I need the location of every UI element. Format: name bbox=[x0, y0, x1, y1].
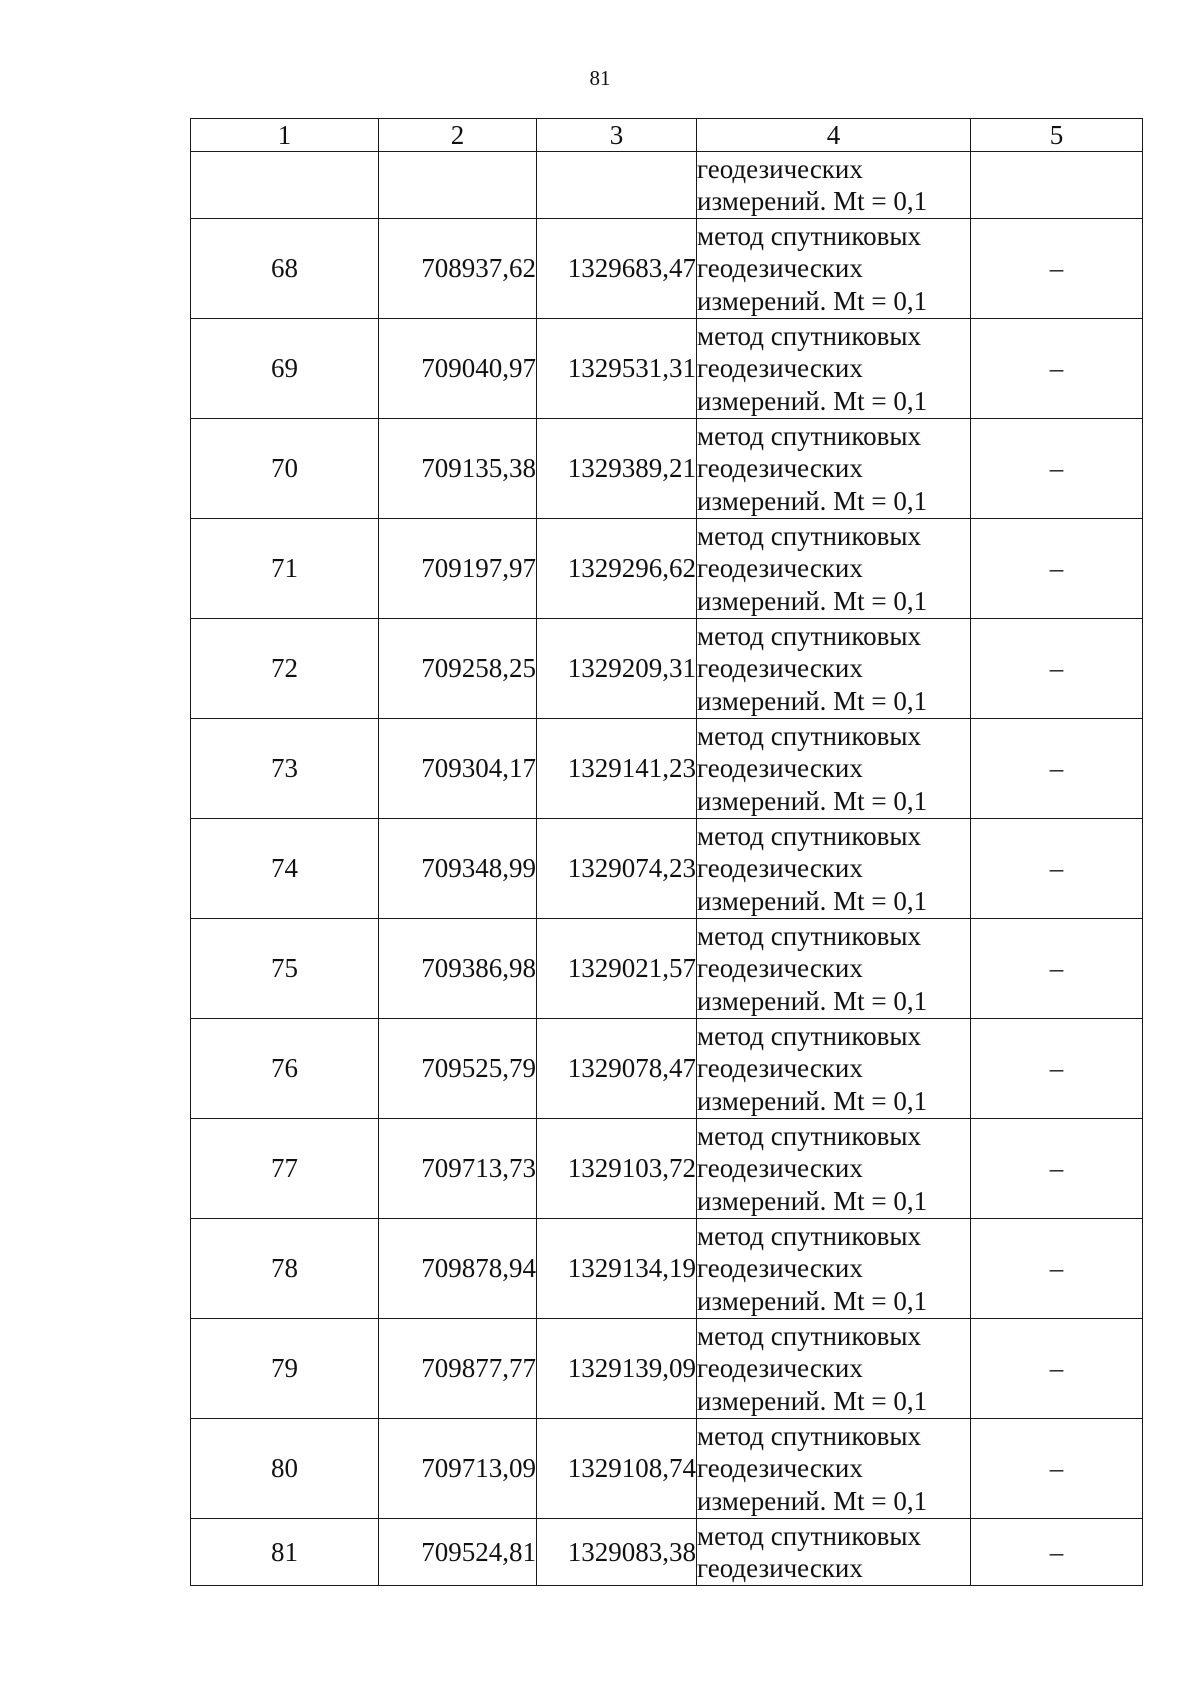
method-line: геодезических bbox=[697, 1553, 863, 1583]
method-line: метод спутниковых bbox=[697, 320, 921, 351]
method-cell bbox=[697, 1119, 971, 1219]
y-coordinate-cell: 1329083,38 bbox=[537, 1519, 697, 1586]
x-coordinate-cell: 709713,09 bbox=[379, 1419, 537, 1519]
point-number-cell: 76 bbox=[191, 1019, 379, 1119]
x-coordinate-cell: 709258,25 bbox=[379, 619, 537, 719]
method-cell bbox=[697, 319, 971, 419]
method-line: геодезических bbox=[697, 253, 863, 284]
point-number-cell: 79 bbox=[191, 1319, 379, 1419]
point-number-cell: 69 bbox=[191, 319, 379, 419]
method-line: измерений. Mt = 0,1 bbox=[697, 1385, 928, 1416]
description-cell: – bbox=[971, 1219, 1143, 1319]
point-number-cell: 71 bbox=[191, 519, 379, 619]
table-row bbox=[191, 619, 1143, 719]
table-row bbox=[191, 419, 1143, 519]
table-row bbox=[191, 1519, 1143, 1586]
x-coordinate-cell: 709135,38 bbox=[379, 419, 537, 519]
description-cell bbox=[971, 152, 1143, 219]
x-coordinate-cell: 709877,77 bbox=[379, 1319, 537, 1419]
table-row bbox=[191, 1019, 1143, 1119]
method-line: метод спутниковых bbox=[697, 220, 921, 251]
method-line: метод спутниковых bbox=[697, 620, 921, 651]
point-number-cell: 73 bbox=[191, 719, 379, 819]
method-line: геодезических bbox=[697, 1453, 863, 1484]
point-number-cell: 80 bbox=[191, 1419, 379, 1519]
x-coordinate-cell: 709304,17 bbox=[379, 719, 537, 819]
header-col-4: 4 bbox=[697, 119, 971, 152]
description-cell: – bbox=[971, 219, 1143, 319]
y-coordinate-cell: 1329078,47 bbox=[537, 1019, 697, 1119]
method-line: метод спутниковых bbox=[697, 920, 921, 951]
description-cell: – bbox=[971, 319, 1143, 419]
description-cell: – bbox=[971, 1519, 1143, 1586]
method-line: метод спутниковых bbox=[697, 1020, 921, 1051]
method-cell bbox=[697, 519, 971, 619]
y-coordinate-cell bbox=[537, 152, 697, 219]
method-cell bbox=[697, 1419, 971, 1519]
method-cell bbox=[697, 1519, 971, 1586]
point-number-cell: 77 bbox=[191, 1119, 379, 1219]
x-coordinate-cell: 709713,73 bbox=[379, 1119, 537, 1219]
method-line: измерений. Mt = 0,1 bbox=[697, 285, 928, 316]
method-line: измерений. Mt = 0,1 bbox=[697, 485, 928, 516]
point-number-cell bbox=[191, 152, 379, 219]
header-col-1: 1 bbox=[191, 119, 379, 152]
table-row bbox=[191, 519, 1143, 619]
x-coordinate-cell: 709040,97 bbox=[379, 319, 537, 419]
header-col-5: 5 bbox=[971, 119, 1143, 152]
y-coordinate-cell: 1329209,31 bbox=[537, 619, 697, 719]
method-line: измерений. Mt = 0,1 bbox=[697, 1185, 928, 1216]
table-row bbox=[191, 1119, 1143, 1219]
point-number-cell: 72 bbox=[191, 619, 379, 719]
method-line: геодезических bbox=[697, 953, 863, 984]
method-line: метод спутниковых bbox=[697, 520, 921, 551]
y-coordinate-cell: 1329021,57 bbox=[537, 919, 697, 1019]
method-cell bbox=[697, 152, 971, 219]
method-line: измерений. Mt = 0,1 bbox=[697, 785, 928, 816]
point-number-cell: 75 bbox=[191, 919, 379, 1019]
table-row bbox=[191, 319, 1143, 419]
y-coordinate-cell: 1329389,21 bbox=[537, 419, 697, 519]
y-coordinate-cell: 1329141,23 bbox=[537, 719, 697, 819]
point-number-cell: 78 bbox=[191, 1219, 379, 1319]
x-coordinate-cell: 709524,81 bbox=[379, 1519, 537, 1586]
y-coordinate-cell: 1329074,23 bbox=[537, 819, 697, 919]
method-line: измерений. Mt = 0,1 bbox=[697, 585, 928, 616]
y-coordinate-cell: 1329139,09 bbox=[537, 1319, 697, 1419]
table-row bbox=[191, 719, 1143, 819]
method-cell bbox=[697, 419, 971, 519]
method-line: геодезических bbox=[697, 853, 863, 884]
y-coordinate-cell: 1329683,47 bbox=[537, 219, 697, 319]
page-number: 81 bbox=[589, 66, 611, 90]
description-cell: – bbox=[971, 419, 1143, 519]
method-line: геодезических bbox=[697, 653, 863, 684]
point-number-cell: 70 bbox=[191, 419, 379, 519]
method-line: геодезических bbox=[697, 1053, 863, 1084]
description-cell: – bbox=[971, 819, 1143, 919]
description-cell: – bbox=[971, 1419, 1143, 1519]
header-col-3: 3 bbox=[537, 119, 697, 152]
x-coordinate-cell: 709525,79 bbox=[379, 1019, 537, 1119]
table-row bbox=[191, 819, 1143, 919]
method-line: геодезических bbox=[697, 153, 863, 184]
method-line: измерений. Mt = 0,1 bbox=[697, 1285, 928, 1316]
description-cell: – bbox=[971, 1319, 1143, 1419]
method-line: метод спутниковых bbox=[697, 420, 921, 451]
table-row bbox=[191, 1219, 1143, 1319]
method-line: геодезических bbox=[697, 1253, 863, 1284]
method-line: измерений. Mt = 0,1 bbox=[697, 885, 928, 916]
description-cell: – bbox=[971, 1019, 1143, 1119]
method-line: метод спутниковых bbox=[697, 1220, 921, 1251]
x-coordinate-cell: 709348,99 bbox=[379, 819, 537, 919]
method-cell bbox=[697, 919, 971, 1019]
method-line: измерений. Mt = 0,1 bbox=[697, 385, 928, 416]
continuation-row bbox=[191, 152, 1143, 219]
method-line: измерений. Mt = 0,1 bbox=[697, 1085, 928, 1116]
method-line: метод спутниковых bbox=[697, 1420, 921, 1451]
method-line: метод спутниковых bbox=[697, 1520, 921, 1551]
point-number-cell: 68 bbox=[191, 219, 379, 319]
x-coordinate-cell bbox=[379, 152, 537, 219]
x-coordinate-cell: 709386,98 bbox=[379, 919, 537, 1019]
method-line: геодезических bbox=[697, 753, 863, 784]
point-number-cell: 74 bbox=[191, 819, 379, 919]
description-cell: – bbox=[971, 619, 1143, 719]
table-header-row bbox=[191, 119, 1143, 152]
method-cell bbox=[697, 619, 971, 719]
x-coordinate-cell: 708937,62 bbox=[379, 219, 537, 319]
description-cell: – bbox=[971, 1119, 1143, 1219]
method-line: измерений. Mt = 0,1 bbox=[697, 685, 928, 716]
method-cell bbox=[697, 819, 971, 919]
method-line: геодезических bbox=[697, 453, 863, 484]
method-line: геодезических bbox=[697, 553, 863, 584]
method-line: метод спутниковых bbox=[697, 820, 921, 851]
method-line: геодезических bbox=[697, 1353, 863, 1384]
point-number-cell: 81 bbox=[191, 1519, 379, 1586]
method-line: измерений. Mt = 0,1 bbox=[697, 186, 928, 216]
y-coordinate-cell: 1329296,62 bbox=[537, 519, 697, 619]
y-coordinate-cell: 1329108,74 bbox=[537, 1419, 697, 1519]
y-coordinate-cell: 1329134,19 bbox=[537, 1219, 697, 1319]
table-row bbox=[191, 1419, 1143, 1519]
method-line: измерений. Mt = 0,1 bbox=[697, 1485, 928, 1516]
description-cell: – bbox=[971, 719, 1143, 819]
table-row bbox=[191, 219, 1143, 319]
method-cell bbox=[697, 719, 971, 819]
y-coordinate-cell: 1329531,31 bbox=[537, 319, 697, 419]
y-coordinate-cell: 1329103,72 bbox=[537, 1119, 697, 1219]
method-line: метод спутниковых bbox=[697, 1320, 921, 1351]
table-row bbox=[191, 919, 1143, 1019]
description-cell: – bbox=[971, 919, 1143, 1019]
coordinates-table bbox=[190, 118, 1143, 1586]
x-coordinate-cell: 709878,94 bbox=[379, 1219, 537, 1319]
header-col-2: 2 bbox=[379, 119, 537, 152]
method-cell bbox=[697, 1219, 971, 1319]
method-line: геодезических bbox=[697, 1153, 863, 1184]
x-coordinate-cell: 709197,97 bbox=[379, 519, 537, 619]
method-line: измерений. Mt = 0,1 bbox=[697, 985, 928, 1016]
method-cell bbox=[697, 1019, 971, 1119]
method-cell bbox=[697, 219, 971, 319]
method-line: геодезических bbox=[697, 353, 863, 384]
description-cell: – bbox=[971, 519, 1143, 619]
table-row bbox=[191, 1319, 1143, 1419]
method-cell bbox=[697, 1319, 971, 1419]
method-line: метод спутниковых bbox=[697, 720, 921, 751]
method-line: метод спутниковых bbox=[697, 1120, 921, 1151]
